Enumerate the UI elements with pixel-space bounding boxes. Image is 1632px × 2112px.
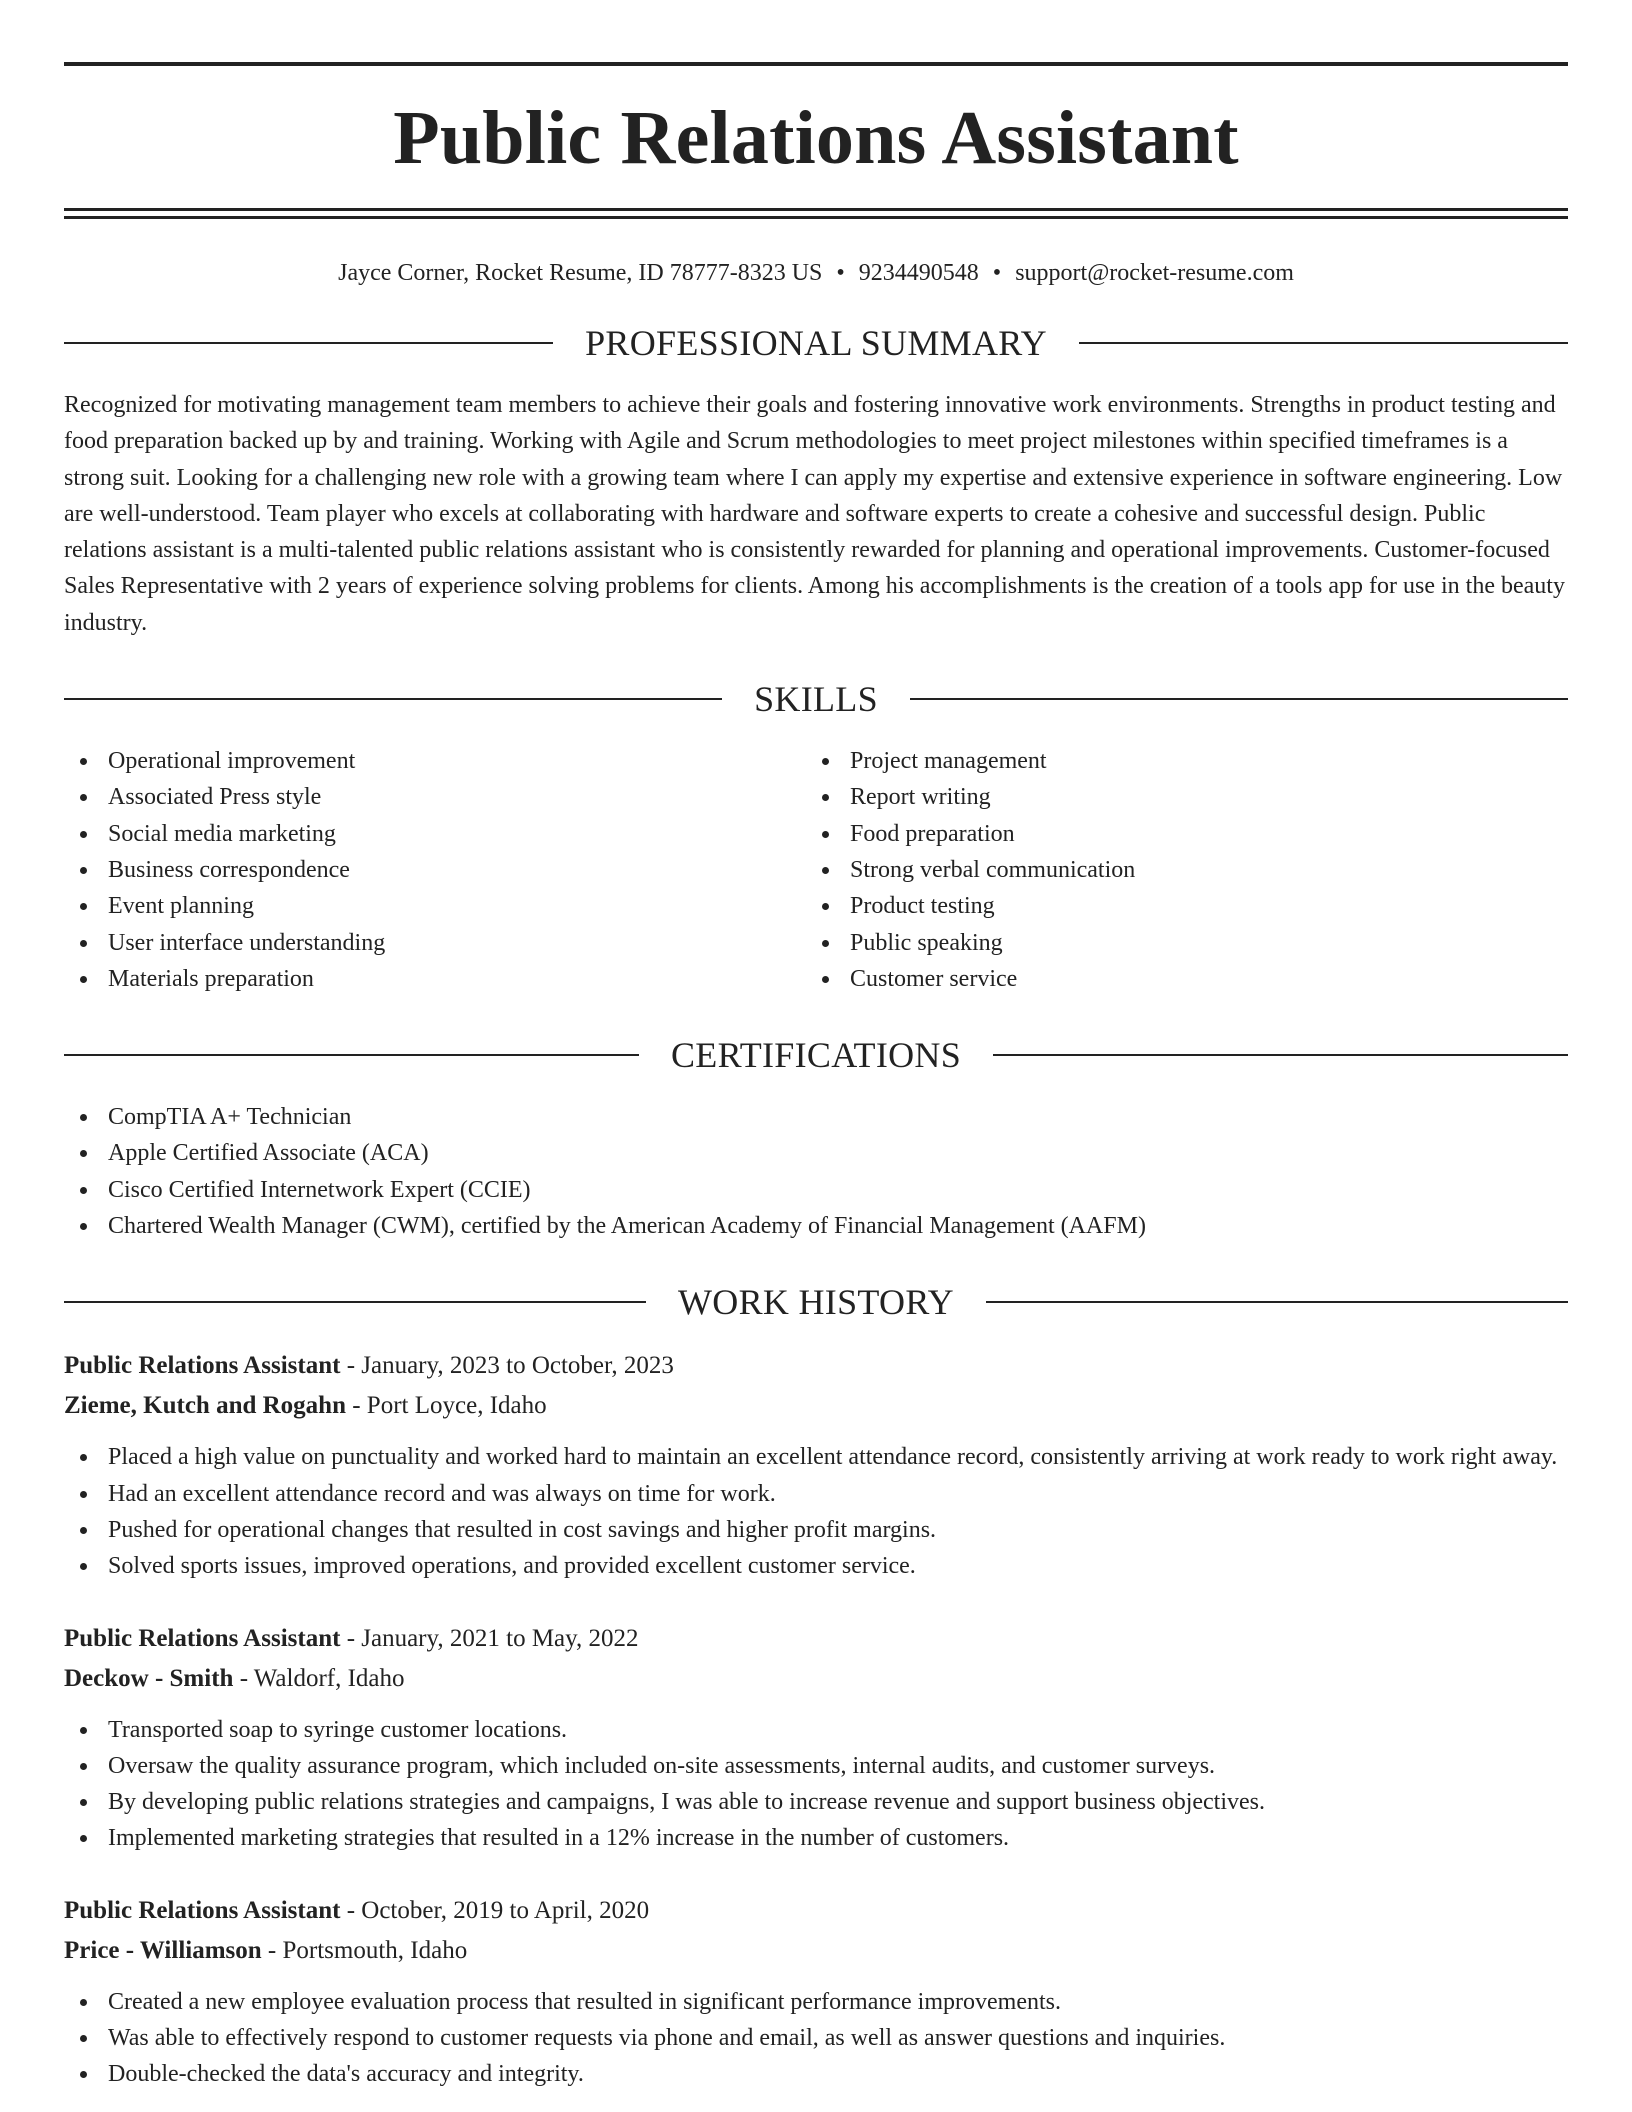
skill-item: Strong verbal communication	[806, 852, 1548, 888]
certifications-list	[64, 1099, 1568, 1244]
skill-item: User interface understanding	[64, 925, 806, 961]
job-bullet: By developing public relations strategies and campaigns, I was able to increase revenue and support business objectives.	[64, 1784, 1568, 1820]
skill-item: Operational improvement	[64, 743, 806, 779]
skill-item: Associated Press style	[64, 779, 806, 815]
job-entry	[64, 1619, 1568, 1857]
skill-item: Report writing	[806, 779, 1548, 815]
job-location: - Waldorf, Idaho	[233, 1664, 405, 1692]
section-header-skills	[64, 679, 1568, 720]
certification-item: CompTIA A+ Technician	[64, 1099, 1568, 1135]
divider-line	[910, 698, 1568, 700]
summary-text: Recognized for motivating management team members to achieve their goals and fostering innovative work environments. Strengths in product testing and food preparation backed up by and training. Working with Agile and Scrum methodologies to meet project milestones within specified timeframes is a strong suit. Looking for a challenging new role with a growing team where I can apply my expertise and extensive experience in software engineering. Low are well-understood. Team player who excels at collaborating with hardware and software experts to create a cohesive and successful design. Public relations assistant is a multi-talented public relations assistant who is consistently rewarded for planning and operational improvements. Customer-focused Sales Representative with 2 years of experience solving problems for clients. Among his accomplishments is the creation of a tools app for use in the beauty industry.	[64, 392, 1565, 636]
skill-item: Materials preparation	[64, 961, 806, 997]
contact-line	[64, 261, 1568, 285]
contact-separator: •	[836, 260, 845, 286]
job-company-line	[64, 1386, 1568, 1426]
job-title: Public Relations Assistant	[64, 1896, 341, 1924]
job-bullet: Implemented marketing strategies that resulted in a 12% increase in the number of customers.	[64, 1820, 1568, 1856]
job-title-line	[64, 1619, 1568, 1659]
certification-item: Apple Certified Associate (ACA)	[64, 1135, 1568, 1171]
divider-line	[64, 342, 553, 344]
section-title-work-history: WORK HISTORY	[678, 1282, 954, 1323]
certification-item: Cisco Certified Internetwork Expert (CCIE)	[64, 1172, 1568, 1208]
skill-item: Customer service	[806, 961, 1548, 997]
job-bullet: Transported soap to syringe customer locations.	[64, 1712, 1568, 1748]
page-title: Public Relations Assistant	[393, 96, 1239, 180]
skill-item: Food preparation	[806, 816, 1548, 852]
job-title: Public Relations Assistant	[64, 1352, 341, 1380]
job-bullet: Pushed for operational changes that resulted in cost savings and higher profit margins.	[64, 1512, 1568, 1548]
certification-item: Chartered Wealth Manager (CWM), certified by the American Academy of Financial Management (AAFM)	[64, 1208, 1568, 1244]
divider-line	[1079, 342, 1568, 344]
job-bullet: Was able to effectively respond to customer requests via phone and email, as well as answer questions and inquiries.	[64, 2020, 1568, 2056]
section-header-certifications	[64, 1035, 1568, 1076]
job-location: - Portsmouth, Idaho	[261, 1936, 468, 1964]
skill-item: Event planning	[64, 888, 806, 924]
job-company: Price - Williamson	[64, 1936, 262, 1964]
section-header-summary	[64, 325, 1568, 361]
skill-item: Social media marketing	[64, 816, 806, 852]
section-title-certifications: CERTIFICATIONS	[670, 1035, 962, 1076]
job-bullet: Had an excellent attendance record and was always on time for work.	[64, 1476, 1568, 1512]
job-bullet: Placed a high value on punctuality and worked hard to maintain an excellent attendance record, consistently arriving at work ready to work right away.	[64, 1439, 1568, 1475]
top-rule	[64, 62, 1568, 66]
job-title-line	[64, 1891, 1568, 1931]
job-bullet: Created a new employee evaluation process that resulted in significant performance improvements.	[64, 1984, 1568, 2020]
skill-item: Business correspondence	[64, 852, 806, 888]
contact-email: support@rocket-resume.com	[1015, 260, 1294, 286]
job-dates: - October, 2019 to April, 2020	[340, 1896, 650, 1924]
job-company-line	[64, 1931, 1568, 1971]
job-bullets	[64, 1712, 1568, 1857]
section-title-summary: PROFESSIONAL SUMMARY	[585, 323, 1047, 363]
divider-line	[64, 1301, 646, 1303]
skill-item: Project management	[806, 743, 1548, 779]
job-title-line	[64, 1346, 1568, 1386]
job-bullets	[64, 1439, 1568, 1584]
job-entry	[64, 1346, 1568, 1584]
divider-line	[64, 1054, 639, 1056]
job-bullet: Oversaw the quality assurance program, which included on-site assessments, internal audits, and customer surveys.	[64, 1748, 1568, 1784]
divider-line	[993, 1054, 1568, 1056]
section-title-skills: SKILLS	[754, 679, 878, 720]
skills-list-left	[64, 743, 806, 997]
job-title: Public Relations Assistant	[64, 1624, 341, 1652]
contact-address: Jayce Corner, Rocket Resume, ID 78777-8323 US	[338, 260, 823, 286]
divider-line	[986, 1301, 1568, 1303]
job-company: Deckow - Smith	[64, 1664, 234, 1692]
skills-list-right	[806, 743, 1548, 997]
job-bullet: Double-checked the data's accuracy and integrity.	[64, 2056, 1568, 2092]
skills-columns	[64, 743, 1568, 997]
job-bullets	[64, 1984, 1568, 2093]
job-location: - Port Loyce, Idaho	[345, 1392, 547, 1420]
job-dates: - January, 2023 to October, 2023	[340, 1352, 674, 1380]
job-bullet: Solved sports issues, improved operations, and provided excellent customer service.	[64, 1548, 1568, 1584]
job-entry	[64, 1891, 1568, 2093]
job-dates: - January, 2021 to May, 2022	[340, 1624, 639, 1652]
contact-separator: •	[992, 260, 1002, 286]
title-double-rule	[64, 208, 1568, 219]
divider-line	[64, 698, 722, 700]
section-header-work-history	[64, 1282, 1568, 1323]
skill-item: Public speaking	[806, 925, 1548, 961]
job-company-line	[64, 1659, 1568, 1699]
contact-phone: 9234490548	[858, 260, 979, 286]
skill-item: Product testing	[806, 888, 1548, 924]
job-company: Zieme, Kutch and Rogahn	[64, 1392, 346, 1420]
